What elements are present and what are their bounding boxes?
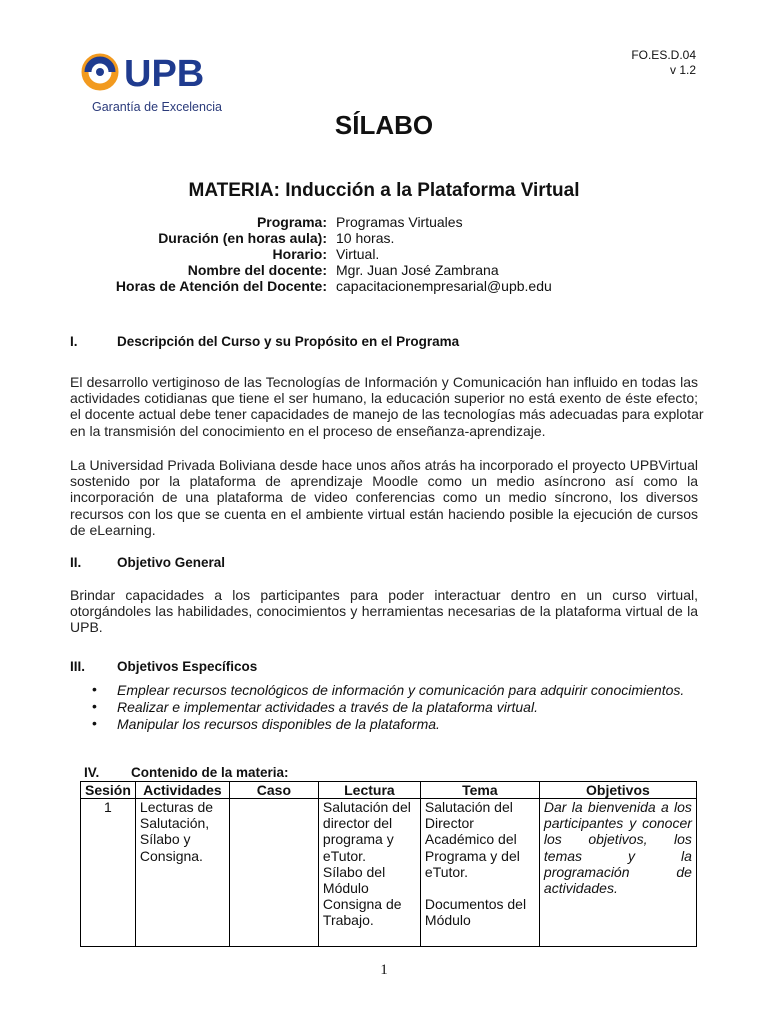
cell-actividades xyxy=(135,799,229,947)
cell-line: programación de xyxy=(543,863,692,880)
paragraph-description xyxy=(70,374,704,439)
cell-line: los objetivos, los xyxy=(543,831,692,848)
column-header: Lectura xyxy=(318,782,420,799)
section-title: Objetivo General xyxy=(117,555,226,570)
svg-text:UPB: UPB xyxy=(124,53,205,95)
info-value: Programas Virtuales xyxy=(336,214,463,230)
table-row xyxy=(81,799,697,947)
info-value: Virtual. xyxy=(336,246,380,262)
cell-line: director del xyxy=(322,815,393,832)
cell-line: Módulo xyxy=(424,912,471,929)
document-code xyxy=(631,48,696,78)
cell-line: Director xyxy=(424,815,474,832)
text-line: el docente actual debe tener capacidades de manejo de las tecnologías más adecuadas para explotar xyxy=(70,406,704,423)
course-title: MATERIA: Inducción a la Plataforma Virtual xyxy=(188,180,580,201)
cell-line: Sílabo y xyxy=(139,831,191,848)
bullet-icon: • xyxy=(92,681,97,697)
paragraph-upb-virtual xyxy=(70,457,698,538)
text-line: Brindar capacidades a los participantes para poder interactuar dentro en un curso virtual, xyxy=(70,587,698,603)
cell-line: eTutor. xyxy=(322,847,366,864)
cell-line: Módulo xyxy=(322,880,369,897)
cell-line: Consigna de xyxy=(322,896,402,913)
cell-line: Salutación del xyxy=(322,799,411,815)
cell-caso xyxy=(229,799,318,947)
cell-line: Dar la bienvenida a los xyxy=(543,799,692,815)
section-number: II. xyxy=(70,555,82,570)
info-label: Nombre del docente: xyxy=(187,262,327,278)
cell-line: Salutación, xyxy=(139,815,210,832)
cell-line: Sílabo del xyxy=(322,863,386,880)
doc-version: v 1.2 xyxy=(669,63,696,77)
bullet-icon: • xyxy=(92,698,97,714)
text-line: otorgándoles las habilidades, conocimientos y herramientas necesarias de la plataforma virtual de la xyxy=(70,603,698,620)
bullet-icon: • xyxy=(92,715,97,731)
cell-lectura xyxy=(318,799,420,947)
upb-logo xyxy=(80,50,240,116)
text-line: La Universidad Privada Boliviana desde hace unos años atrás ha incorporado el proyecto UPBVirtual xyxy=(70,457,698,473)
info-label: Programa: xyxy=(256,214,327,230)
upb-swirl-logo-icon xyxy=(80,50,240,98)
section-number: I. xyxy=(70,334,78,349)
list-item-text: Manipular los recursos disponibles de la plataforma. xyxy=(117,716,440,732)
cell-tema xyxy=(420,799,539,947)
info-value: capacitacionempresarial@upb.edu xyxy=(336,278,552,294)
list-item-text: Realizar e implementar actividades a través de la plataforma virtual. xyxy=(117,699,538,715)
section-title: Descripción del Curso y su Propósito en el Programa xyxy=(117,334,460,349)
paragraph-general-objective xyxy=(70,587,698,636)
text-line: de eLearning. xyxy=(70,521,156,538)
text-line: en la transmisión del conocimiento en el proceso de enseñanza-aprendizaje. xyxy=(70,422,546,439)
page-number: 1 xyxy=(380,962,388,978)
text-line: El desarrollo vertiginoso de las Tecnologías de Información y Comunicación han influido en todas las xyxy=(70,374,698,390)
cell-objetivos xyxy=(539,799,696,947)
column-header: Sesión xyxy=(81,782,136,799)
text-line: sostenido por la plataforma de aprendizaje Moodle como un medio asíncrono así como la xyxy=(70,473,698,490)
text-line: actividades cotidianas que tiene el ser humano, la educación superior no está exento de éste efecto; xyxy=(70,390,698,407)
column-header: Caso xyxy=(229,782,318,799)
column-header: Tema xyxy=(420,782,539,799)
doc-code: FO.ES.D.04 xyxy=(631,48,696,62)
cell-line: actividades. xyxy=(543,880,618,897)
cell-line: temas y la xyxy=(543,847,692,864)
cell-line: participantes y conocer xyxy=(543,815,692,832)
cell-line: Salutación del xyxy=(424,799,513,815)
cell-line: Lecturas de xyxy=(139,799,214,815)
section-number: IV. xyxy=(84,765,100,780)
info-label: Duración (en horas aula): xyxy=(158,230,327,246)
text-line: incorporación de una plataforma de video conferencias como un medio síncrono, los diversos xyxy=(70,489,698,506)
text-line: UPB. xyxy=(70,619,103,636)
content-table xyxy=(80,781,697,947)
cell-line: Consigna. xyxy=(139,847,203,864)
cell-line: programa y xyxy=(322,831,394,848)
cell-line: Documentos del xyxy=(424,896,527,913)
section-number: III. xyxy=(70,659,86,674)
info-label: Horario: xyxy=(272,246,327,262)
info-value: Mgr. Juan José Zambrana xyxy=(336,262,499,278)
cell-line: Trabajo. xyxy=(322,912,374,929)
cell-line: eTutor. xyxy=(424,863,468,880)
section-title: Objetivos Específicos xyxy=(117,659,258,674)
column-header: Actividades xyxy=(135,782,229,799)
section-title: Contenido de la materia: xyxy=(131,765,289,780)
table-header-row xyxy=(81,782,697,799)
logo-tagline: Garantía de Excelencia xyxy=(92,100,222,114)
info-label: Horas de Atención del Docente: xyxy=(115,278,327,294)
cell-line: Programa y del xyxy=(424,847,520,864)
cell-sesion: 1 xyxy=(81,799,136,947)
column-header: Objetivos xyxy=(539,782,696,799)
info-value: 10 horas. xyxy=(336,230,395,246)
cell-line xyxy=(425,880,535,896)
document-title: SÍLABO xyxy=(334,110,434,140)
list-item-text: Emplear recursos tecnológicos de información y comunicación para adquirir conocimientos. xyxy=(117,682,685,698)
text-line: recursos con los que se cuenta en el ambiente virtual están haciendo posible la ejecución de cursos xyxy=(70,505,698,522)
cell-line: Académico del xyxy=(424,831,517,848)
